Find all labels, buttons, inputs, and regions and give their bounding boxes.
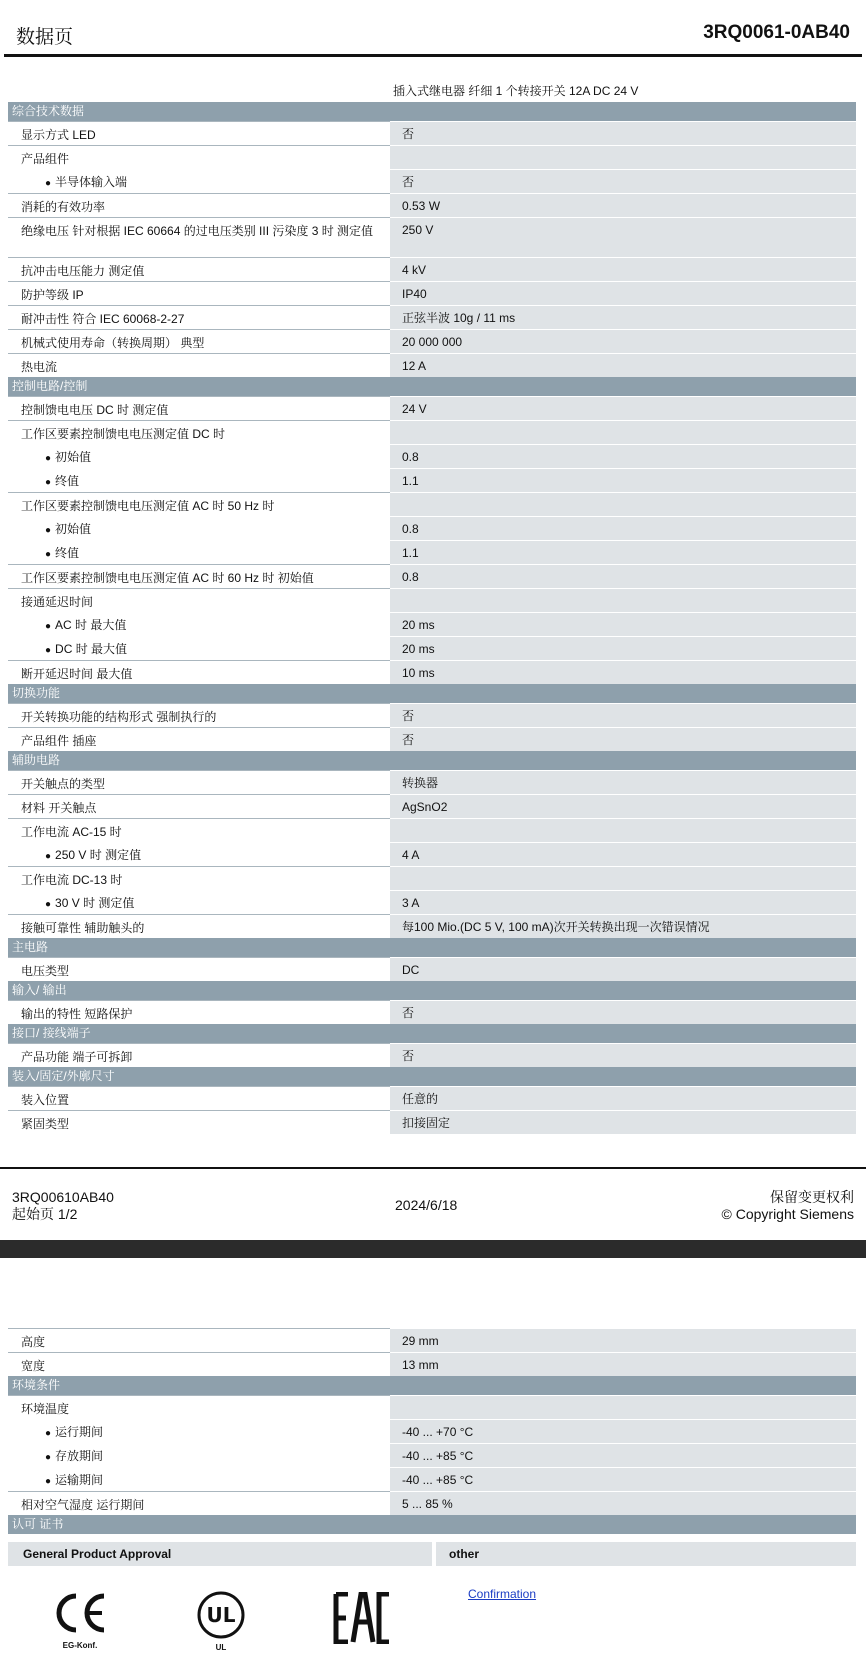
spec-row xyxy=(8,281,856,305)
spec-label xyxy=(8,703,390,727)
spec-label xyxy=(8,492,390,516)
spec-label-text: 宽度 xyxy=(21,1359,46,1373)
spec-value: -40 ... +85 °C xyxy=(390,1443,856,1467)
spec-row xyxy=(8,193,856,217)
footer-page-label: 起始页 1/2 xyxy=(12,1206,78,1222)
bullet-icon: ● xyxy=(45,525,52,536)
svg-text:UL: UL xyxy=(206,1603,236,1627)
spec-value: 250 V xyxy=(390,217,856,257)
spec-label xyxy=(8,1328,390,1352)
bullet-icon: ● xyxy=(45,899,52,910)
spec-value: 否 xyxy=(390,121,856,145)
spec-label xyxy=(8,1000,390,1024)
spec-value xyxy=(390,492,856,516)
bullet-icon: ● xyxy=(45,178,52,189)
spec-label xyxy=(8,193,390,217)
spec-row xyxy=(8,794,856,818)
spec-label-text: 工作区要素控制馈电电压测定值 AC 时 60 Hz 时 初始值 xyxy=(21,571,314,585)
product-description: 插入式继电器 纤细 1 个转接开关 12A DC 24 V xyxy=(393,84,639,98)
spec-row xyxy=(8,818,856,842)
ul-mark-icon xyxy=(196,1590,246,1640)
approval-col-other: other xyxy=(436,1542,856,1566)
page-header xyxy=(0,0,866,56)
spec-label xyxy=(8,1443,390,1467)
bullet-icon: ● xyxy=(45,453,52,464)
eac-logo xyxy=(332,1592,392,1647)
spec-value: 20 ms xyxy=(390,612,856,636)
spec-row xyxy=(8,1110,856,1134)
spec-value: 10 ms xyxy=(390,660,856,684)
spec-label-text: 工作区要素控制馈电电压测定值 AC 时 50 Hz 时 xyxy=(21,499,275,513)
spec-value: 13 mm xyxy=(390,1352,856,1376)
ce-mark-icon xyxy=(52,1590,108,1636)
spec-label xyxy=(8,866,390,890)
spec-value: 29 mm xyxy=(390,1328,856,1352)
bullet-item xyxy=(21,848,141,862)
bullet-icon: ● xyxy=(45,851,52,862)
product-code: 3RQ0061-0AB40 xyxy=(703,22,850,43)
spec-label-text: 30 V 时 测定值 xyxy=(55,896,135,910)
spec-label xyxy=(8,842,390,866)
spec-value xyxy=(390,588,856,612)
spec-row xyxy=(8,727,856,751)
spec-row xyxy=(8,1395,856,1419)
footer-rights: 保留变更权利 xyxy=(770,1189,854,1205)
spec-label xyxy=(8,660,390,684)
section-header: 辅助电路 xyxy=(8,751,856,770)
bullet-icon: ● xyxy=(45,1476,52,1487)
spec-label-text: 工作电流 DC-13 时 xyxy=(21,873,123,887)
spec-label-text: AC 时 最大值 xyxy=(55,618,127,632)
spec-label-text: 紧固类型 xyxy=(21,1117,70,1131)
spec-label-text: 抗冲击电压能力 测定值 xyxy=(21,264,145,278)
bullet-item xyxy=(21,1425,103,1439)
spec-value: 0.8 xyxy=(390,516,856,540)
spec-row xyxy=(8,257,856,281)
spec-row xyxy=(8,540,856,564)
spec-value: -40 ... +85 °C xyxy=(390,1467,856,1491)
spec-row xyxy=(8,217,856,257)
footer-left xyxy=(12,1189,114,1223)
spec-label xyxy=(8,444,390,468)
spec-label xyxy=(8,588,390,612)
spec-label xyxy=(8,1043,390,1067)
spec-label xyxy=(8,770,390,794)
spec-label-text: 材料 开关触点 xyxy=(21,801,97,815)
footer-divider xyxy=(0,1167,866,1169)
spec-value xyxy=(390,145,856,169)
spec-value: 20 000 000 xyxy=(390,329,856,353)
spec-value: 正弦半波 10g / 11 ms xyxy=(390,305,856,329)
spec-value: 0.53 W xyxy=(390,193,856,217)
spec-value: 否 xyxy=(390,727,856,751)
spec-label-text: 半导体输入端 xyxy=(55,175,128,189)
spec-value: 0.8 xyxy=(390,444,856,468)
spec-label xyxy=(8,1086,390,1110)
ce-logo xyxy=(52,1590,108,1650)
section-header: 装入/固定/外廓尺寸 xyxy=(8,1067,856,1086)
spec-label-text: 初始值 xyxy=(55,450,92,464)
spec-row xyxy=(8,1491,856,1515)
spec-value: 任意的 xyxy=(390,1086,856,1110)
spec-label xyxy=(8,818,390,842)
spec-label xyxy=(8,305,390,329)
spec-value: 否 xyxy=(390,1000,856,1024)
spec-value: 20 ms xyxy=(390,636,856,660)
spec-row xyxy=(8,914,856,938)
spec-value: 3 A xyxy=(390,890,856,914)
bullet-item xyxy=(21,618,126,632)
spec-label-text: 终值 xyxy=(55,474,80,488)
spec-value: IP40 xyxy=(390,281,856,305)
spec-row xyxy=(8,329,856,353)
spec-value: 4 kV xyxy=(390,257,856,281)
spec-label xyxy=(8,1491,390,1515)
spec-row xyxy=(8,305,856,329)
spec-row xyxy=(8,353,856,377)
spec-row xyxy=(8,1443,856,1467)
spec-label xyxy=(8,794,390,818)
bullet-icon: ● xyxy=(45,477,52,488)
spec-label-text: 开关转换功能的结构形式 强制执行的 xyxy=(21,710,217,724)
spec-value xyxy=(390,818,856,842)
spec-label-text: 机械式使用寿命（转换周期） 典型 xyxy=(21,336,205,350)
spec-label-text: DC 时 最大值 xyxy=(55,642,128,656)
spec-label xyxy=(8,257,390,281)
spec-row xyxy=(8,396,856,420)
spec-label xyxy=(8,890,390,914)
spec-label-text: 输出的特性 短路保护 xyxy=(21,1007,133,1021)
bullet-icon: ● xyxy=(45,549,52,560)
spec-label-text: 工作区要素控制馈电电压测定值 DC 时 xyxy=(21,427,226,441)
spec-value: -40 ... +70 °C xyxy=(390,1419,856,1443)
spec-label-text: 运输期间 xyxy=(55,1473,104,1487)
section-header: 控制电路/控制 xyxy=(8,377,856,396)
section-header: 切换功能 xyxy=(8,684,856,703)
section-header: 接口/ 接线端子 xyxy=(8,1024,856,1043)
section-header: 输入/ 输出 xyxy=(8,981,856,1000)
spec-label xyxy=(8,636,390,660)
spec-label xyxy=(8,564,390,588)
eac-mark-icon xyxy=(332,1592,392,1644)
spec-row xyxy=(8,660,856,684)
spec-label xyxy=(8,1352,390,1376)
spec-label xyxy=(8,1467,390,1491)
spec-label-text: 显示方式 LED xyxy=(21,128,96,142)
spec-row xyxy=(8,492,856,516)
spec-value: 24 V xyxy=(390,396,856,420)
bullet-icon: ● xyxy=(45,621,52,632)
spec-value: DC xyxy=(390,957,856,981)
spec-label-text: 初始值 xyxy=(55,522,92,536)
bullet-item xyxy=(21,1449,103,1463)
spec-row xyxy=(8,468,856,492)
ul-caption: UL xyxy=(215,1643,227,1652)
bullet-item xyxy=(21,896,134,910)
spec-label xyxy=(8,957,390,981)
spec-label xyxy=(8,540,390,564)
spec-row xyxy=(8,1043,856,1067)
section-header: 综合技术数据 xyxy=(8,102,856,121)
spec-label xyxy=(8,353,390,377)
spec-label xyxy=(8,1419,390,1443)
spec-label-text: 运行期间 xyxy=(55,1425,104,1439)
spec-label-text: 热电流 xyxy=(21,360,58,374)
spec-label xyxy=(8,516,390,540)
header-divider xyxy=(4,54,862,57)
spec-value: 0.8 xyxy=(390,564,856,588)
spec-label-text: 消耗的有效功率 xyxy=(21,200,106,214)
spec-label xyxy=(8,217,390,257)
spec-row xyxy=(8,866,856,890)
spec-label xyxy=(8,396,390,420)
spec-label-text: 终值 xyxy=(55,546,80,560)
spec-label xyxy=(8,1110,390,1134)
bullet-icon: ● xyxy=(45,645,52,656)
bullet-item xyxy=(21,546,79,560)
spec-table-page-2 xyxy=(8,1328,856,1534)
section-header: 主电路 xyxy=(8,938,856,957)
spec-value xyxy=(390,420,856,444)
spec-row xyxy=(8,890,856,914)
spec-value xyxy=(390,1395,856,1419)
spec-label-text: 电压类型 xyxy=(21,964,70,978)
spec-label-text: 环境温度 xyxy=(21,1402,70,1416)
spec-label-text: 绝缘电压 针对根据 IEC 60664 的过电压类别 III 污染度 3 时 测定值 xyxy=(21,224,374,238)
spec-row xyxy=(8,420,856,444)
spec-label-text: 高度 xyxy=(21,1335,46,1349)
spec-label-text: 接通延迟时间 xyxy=(21,595,94,609)
spec-label xyxy=(8,145,390,169)
spec-row xyxy=(8,1467,856,1491)
spec-value: 每100 Mio.(DC 5 V, 100 mA)次开关转换出现一次错误情况 xyxy=(390,914,856,938)
spec-row xyxy=(8,145,856,169)
bullet-icon: ● xyxy=(45,1428,52,1439)
spec-value: 否 xyxy=(390,1043,856,1067)
spec-label-text: 控制馈电电压 DC 时 测定值 xyxy=(21,403,169,417)
ul-logo xyxy=(196,1590,246,1652)
spec-label-text: 工作电流 AC-15 时 xyxy=(21,825,122,839)
page-title: 数据页 xyxy=(16,27,74,48)
spec-label-text: 耐冲击性 符合 IEC 60068-2-27 xyxy=(21,312,185,326)
approval-header-row xyxy=(8,1542,856,1566)
spec-label xyxy=(8,169,390,193)
spec-label xyxy=(8,121,390,145)
section-header: 认可 证书 xyxy=(8,1515,856,1534)
spec-label-text: 接触可靠性 辅助触头的 xyxy=(21,921,145,935)
section-header: 环境条件 xyxy=(8,1376,856,1395)
spec-label-text: 相对空气湿度 运行期间 xyxy=(21,1498,145,1512)
spec-value: AgSnO2 xyxy=(390,794,856,818)
spec-label xyxy=(8,420,390,444)
bullet-icon: ● xyxy=(45,1452,52,1463)
spec-row xyxy=(8,770,856,794)
footer-copyright: © Copyright Siemens xyxy=(721,1206,854,1222)
bullet-item xyxy=(21,474,79,488)
spec-label-text: 断开延迟时间 最大值 xyxy=(21,667,133,681)
spec-row xyxy=(8,121,856,145)
spec-row xyxy=(8,636,856,660)
spec-row xyxy=(8,564,856,588)
spec-row xyxy=(8,588,856,612)
spec-value: 否 xyxy=(390,169,856,193)
spec-row xyxy=(8,169,856,193)
spec-value: 1.1 xyxy=(390,540,856,564)
spec-value xyxy=(390,866,856,890)
spec-row xyxy=(8,842,856,866)
spec-value: 扣接固定 xyxy=(390,1110,856,1134)
spec-label xyxy=(8,468,390,492)
spec-label xyxy=(8,727,390,751)
spec-row xyxy=(8,1419,856,1443)
spec-row xyxy=(8,612,856,636)
spec-row xyxy=(8,1352,856,1376)
spec-row xyxy=(8,444,856,468)
footer-date: 2024/6/18 xyxy=(395,1197,458,1213)
spec-label-text: 250 V 时 测定值 xyxy=(55,848,142,862)
spec-label xyxy=(8,281,390,305)
spec-label xyxy=(8,329,390,353)
spec-label-text: 装入位置 xyxy=(21,1093,70,1107)
bullet-item xyxy=(21,450,91,464)
spec-row xyxy=(8,1328,856,1352)
spec-value: 1.1 xyxy=(390,468,856,492)
spec-label-text: 存放期间 xyxy=(55,1449,104,1463)
spec-value: 转换器 xyxy=(390,770,856,794)
spec-value: 4 A xyxy=(390,842,856,866)
footer-product-code: 3RQ00610AB40 xyxy=(12,1189,114,1205)
spec-row xyxy=(8,1000,856,1024)
spec-label-text: 产品功能 端子可拆卸 xyxy=(21,1050,133,1064)
spec-label xyxy=(8,612,390,636)
bullet-item xyxy=(21,175,127,189)
spec-value: 5 ... 85 % xyxy=(390,1491,856,1515)
spec-row xyxy=(8,703,856,727)
spec-label xyxy=(8,1395,390,1419)
bullet-item xyxy=(21,1473,103,1487)
spec-label-text: 开关触点的类型 xyxy=(21,777,106,791)
spec-label-text: 产品组件 插座 xyxy=(21,734,97,748)
spec-row xyxy=(8,516,856,540)
page-separator xyxy=(0,1240,866,1258)
ce-caption: EG-Konf. xyxy=(62,1641,98,1650)
spec-row xyxy=(8,1086,856,1110)
spec-label xyxy=(8,914,390,938)
spec-label-text: 产品组件 xyxy=(21,152,70,166)
approval-col-general: General Product Approval xyxy=(8,1542,432,1566)
spec-value: 否 xyxy=(390,703,856,727)
spec-table-page-1 xyxy=(8,102,856,1134)
confirmation-link[interactable]: Confirmation xyxy=(468,1587,537,1601)
bullet-item xyxy=(21,522,91,536)
spec-row xyxy=(8,957,856,981)
spec-value: 12 A xyxy=(390,353,856,377)
footer-right xyxy=(722,1189,854,1223)
spec-label-text: 防护等级 IP xyxy=(21,288,84,302)
bullet-item xyxy=(21,642,127,656)
